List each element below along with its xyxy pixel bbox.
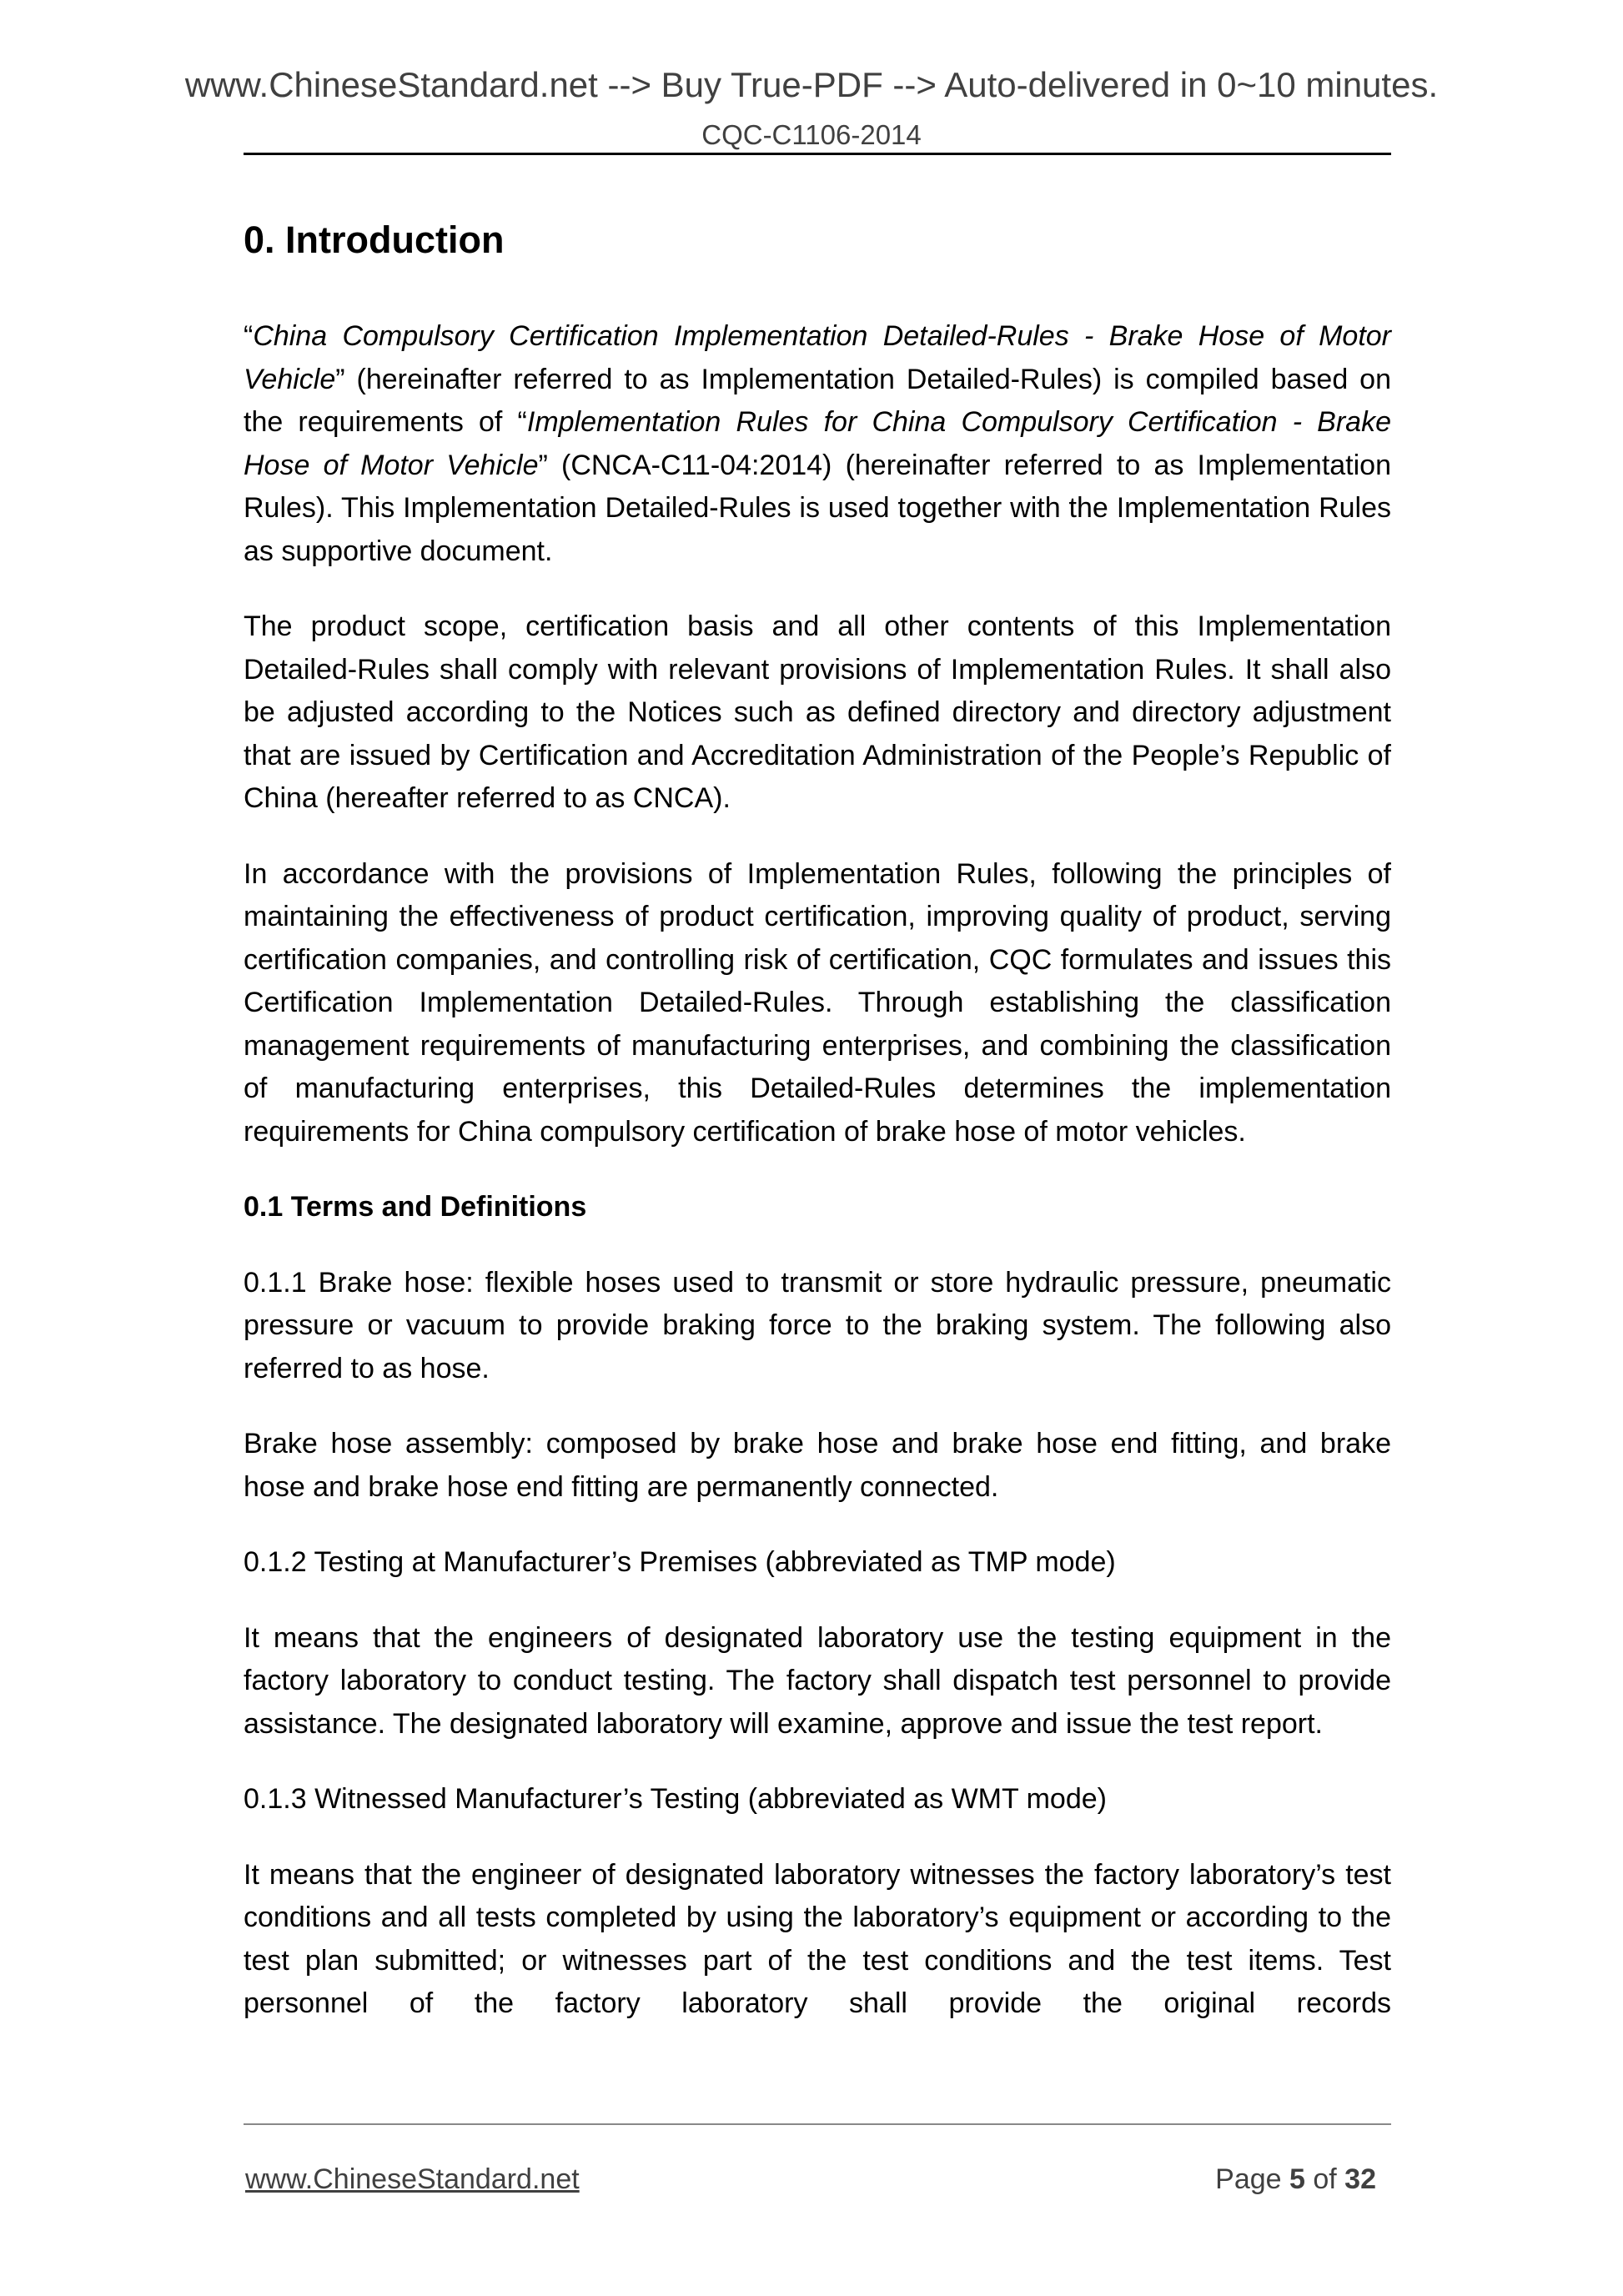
definition-tmp-title: 0.1.2 Testing at Manufacturer’s Premises (abbreviated as TMP mode) (244, 1546, 1116, 1578)
document-title-italic: China Compulsory Certification Implementation Detailed-Rules - Brake Hose of Motor Vehicle (244, 320, 1391, 395)
subsection-heading-terms: 0.1 Terms and Definitions (244, 1191, 587, 1223)
intro-paragraph-2: The product scope, certification basis and all other contents of this Implementation Detailed-Rules shall comply with relevant provisions of Implementation Rules. It shall also be adjusted according to the Notices such as defined directory and directory adjustment that are issued by Certification and Accreditation Administration of the People’s Republic of China (hereafter referred to as CNCA). (244, 610, 1391, 814)
text-segment: “ (244, 320, 254, 352)
section-heading-introduction: 0. Introduction (244, 219, 505, 261)
document-code: CQC-C1106-2014 (701, 119, 922, 150)
intro-paragraph-1 (244, 315, 1391, 573)
page-label: Page (1215, 2163, 1289, 2195)
text-segment: ” (hereinafter referred to as Implementation Detailed-Rules) is compiled based on the requirements of “ (244, 363, 1391, 438)
current-page: 5 (1289, 2163, 1305, 2195)
definition-wmt-body: It means that the engineer of designated laboratory witnesses the factory laboratory’s test conditions and all tests completed by using the laboratory’s equipment or according to the test plan submitted; or witnesses part of the test conditions and the test items. Test personnel of the factory laboratory shall provide the original records (244, 1858, 1391, 2019)
footer-divider (244, 2123, 1391, 2125)
definition-tmp-body: It means that the engineers of designated laboratory use the testing equipment in the factory laboratory to conduct testing. The factory shall dispatch test personnel to provide assistance. The designated laboratory will examine, approve and issue the test report. (244, 1621, 1391, 1740)
text-segment: ” (CNCA-C11-04:2014) (hereinafter referred to as Implementation Rules). This Implementation Detailed-Rules is used together with the Implementation Rules as supportive document. (244, 449, 1391, 567)
footer-website-link[interactable]: www.ChineseStandard.net (245, 2163, 580, 2195)
definition-wmt-title: 0.1.3 Witnessed Manufacturer’s Testing (abbreviated as WMT mode) (244, 1783, 1107, 1815)
header-banner: www.ChineseStandard.net --> Buy True-PDF --> Auto-delivered in 0~10 minutes. (184, 65, 1439, 104)
header-divider (244, 153, 1391, 155)
definition-brake-hose-assembly: Brake hose assembly: composed by brake hose and brake hose end fitting, and brake hose and brake hose end fitting are permanently connected. (244, 1428, 1391, 1503)
definition-brake-hose: 0.1.1 Brake hose: flexible hoses used to transmit or store hydraulic pressure, pneumatic pressure or vacuum to provide braking force to the braking system. The following also referred to as hose. (244, 1266, 1391, 1384)
page-body (244, 215, 1391, 2058)
document-title-italic: Implementation Rules for China Compulsory Certification - Brake Hose of Motor Vehicle (244, 406, 1391, 481)
total-pages: 32 (1344, 2163, 1376, 2195)
page-of-label: of (1304, 2163, 1345, 2195)
intro-paragraph-3: In accordance with the provisions of Implementation Rules, following the principles of maintaining the effectiveness of product certification, improving quality of product, serving certification companies, and controlling risk of certification, CQC formulates and issues this Certification Implementation Detailed-Rules. Through establishing the classification management requirements of manufacturing enterprises, and combining the classification of manufacturing enterprises, this Detailed-Rules determines the implementation requirements for China compulsory certification of brake hose of motor vehicles. (244, 857, 1391, 1148)
page-number (1215, 2163, 1376, 2196)
